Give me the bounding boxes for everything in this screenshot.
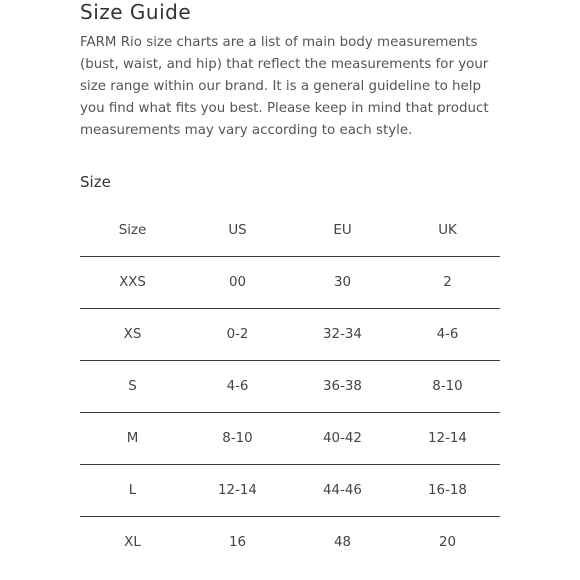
cell-uk: 20 [438, 535, 457, 550]
table-row [80, 361, 500, 413]
table-row [80, 517, 500, 569]
column-header-size: Size [80, 205, 185, 257]
table-header-row [80, 205, 500, 257]
cell-us: 4-6 [185, 361, 290, 413]
cell-size: L [80, 465, 185, 517]
section-title: Size [80, 173, 111, 191]
cell-eu: 30 [290, 257, 395, 309]
size-guide-panel [80, 0, 500, 568]
cell-eu: 44-46 [290, 465, 395, 517]
cell-uk: 2 [395, 257, 500, 309]
cell-us: 8-10 [185, 413, 290, 465]
cell-eu: 48 [333, 535, 352, 550]
column-header-eu: EU [290, 205, 395, 257]
table-row [80, 413, 500, 465]
cell-eu: 40-42 [290, 413, 395, 465]
cell-us: 16 [228, 535, 247, 550]
column-header-uk: UK [395, 205, 500, 257]
column-header-us: US [185, 205, 290, 257]
cell-size: XS [80, 309, 185, 361]
page-title: Size Guide [80, 0, 192, 24]
cell-uk: 4-6 [395, 309, 500, 361]
cell-us: 0-2 [185, 309, 290, 361]
cell-uk: 16-18 [395, 465, 500, 517]
cell-us: 12-14 [185, 465, 290, 517]
cell-size: XXS [80, 257, 185, 309]
cell-size: S [80, 361, 185, 413]
table-row [80, 465, 500, 517]
table-row [80, 257, 500, 309]
intro-text: FARM Rio size charts are a list of main body measurements (bust, waist, and hip) that reflect the measurements for your size range within our brand. It is a general guideline to help you find what fits you best. Please keep in mind that product measurements may vary according to each style. [80, 35, 489, 138]
cell-eu: 36-38 [290, 361, 395, 413]
cell-uk: 12-14 [395, 413, 500, 465]
cell-us: 00 [185, 257, 290, 309]
cell-size: M [80, 413, 185, 465]
table-row [80, 309, 500, 361]
cell-uk: 8-10 [395, 361, 500, 413]
cell-eu: 32-34 [290, 309, 395, 361]
cell-size: XL [124, 535, 141, 550]
size-table [80, 205, 500, 568]
